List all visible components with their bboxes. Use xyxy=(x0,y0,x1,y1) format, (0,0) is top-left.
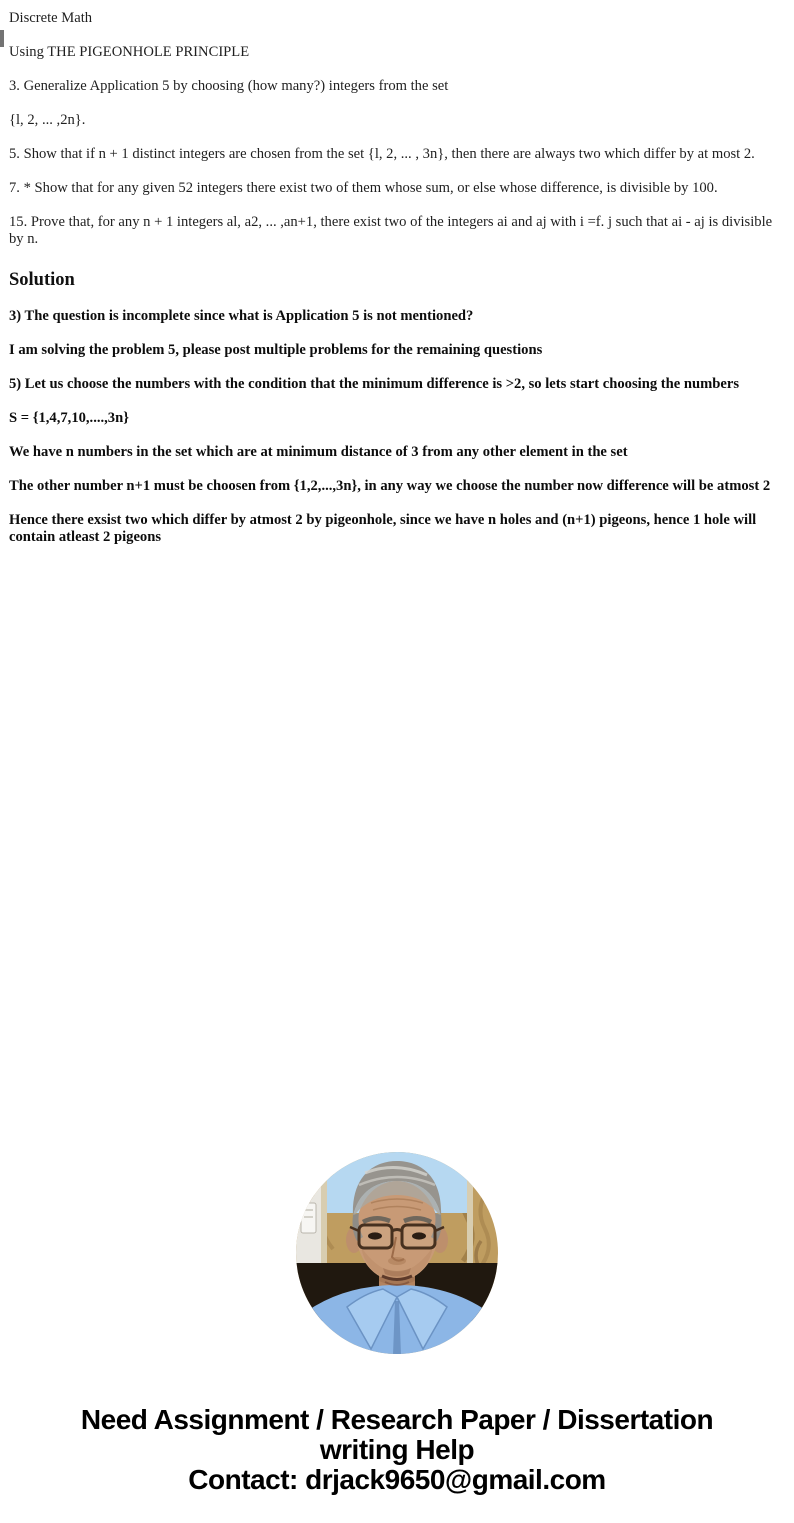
questions-section xyxy=(9,10,785,249)
solution-para-5: We have n numbers in the set which are at minimum distance of 3 from any other element in the set xyxy=(9,443,628,460)
avatar xyxy=(295,1151,499,1355)
solution-section xyxy=(9,308,785,547)
question-15: 15. Prove that, for any n + 1 integers al, a2, ... ,an+1, there exist two of the integers ai and aj with i =f. j such that ai - aj is divisible by n. xyxy=(9,214,773,248)
question-3: 3. Generalize Application 5 by choosing (how many?) integers from the set xyxy=(9,78,449,94)
doc-title: Discrete Math xyxy=(9,10,93,26)
footer-contact: Contact: drjack9650@gmail.com xyxy=(188,1464,606,1495)
solution-para-3: 5) Let us choose the numbers with the condition that the minimum difference is >2, so lets start choosing the numbers xyxy=(9,375,740,392)
document-page xyxy=(0,0,794,563)
footer-help-text: Need Assignment / Research Paper / Dissertation writing Help xyxy=(80,1404,714,1465)
question-3-set: {l, 2, ... ,2n}. xyxy=(9,112,86,128)
solution-set-s: S = {1,4,7,10,....,3n} xyxy=(9,409,129,426)
solution-para-1: 3) The question is incomplete since what is Application 5 is not mentioned? xyxy=(9,307,474,324)
footer-banner xyxy=(0,1405,794,1495)
question-5: 5. Show that if n + 1 distinct integers are chosen from the set {l, 2, ... , 3n}, then there are always two which differ by at most 2. xyxy=(9,146,755,162)
tutor-portrait-photo xyxy=(295,1151,499,1355)
solution-para-2: I am solving the problem 5, please post multiple problems for the remaining questions xyxy=(9,341,543,358)
solution-heading: Solution xyxy=(9,269,75,290)
question-7: 7. * Show that for any given 52 integers there exist two of them whose sum, or else whose difference, is divisible by 100. xyxy=(9,180,718,196)
solution-para-6: The other number n+1 must be choosen from {1,2,...,3n}, in any way we choose the number now difference will be atmost 2 xyxy=(9,477,771,494)
doc-subtitle: Using THE PIGEONHOLE PRINCIPLE xyxy=(9,44,250,60)
solution-para-7: Hence there exsist two which differ by atmost 2 by pigeonhole, since we have n holes and (n+1) pigeons, hence 1 hole will contain atleast 2 pigeons xyxy=(9,511,757,546)
